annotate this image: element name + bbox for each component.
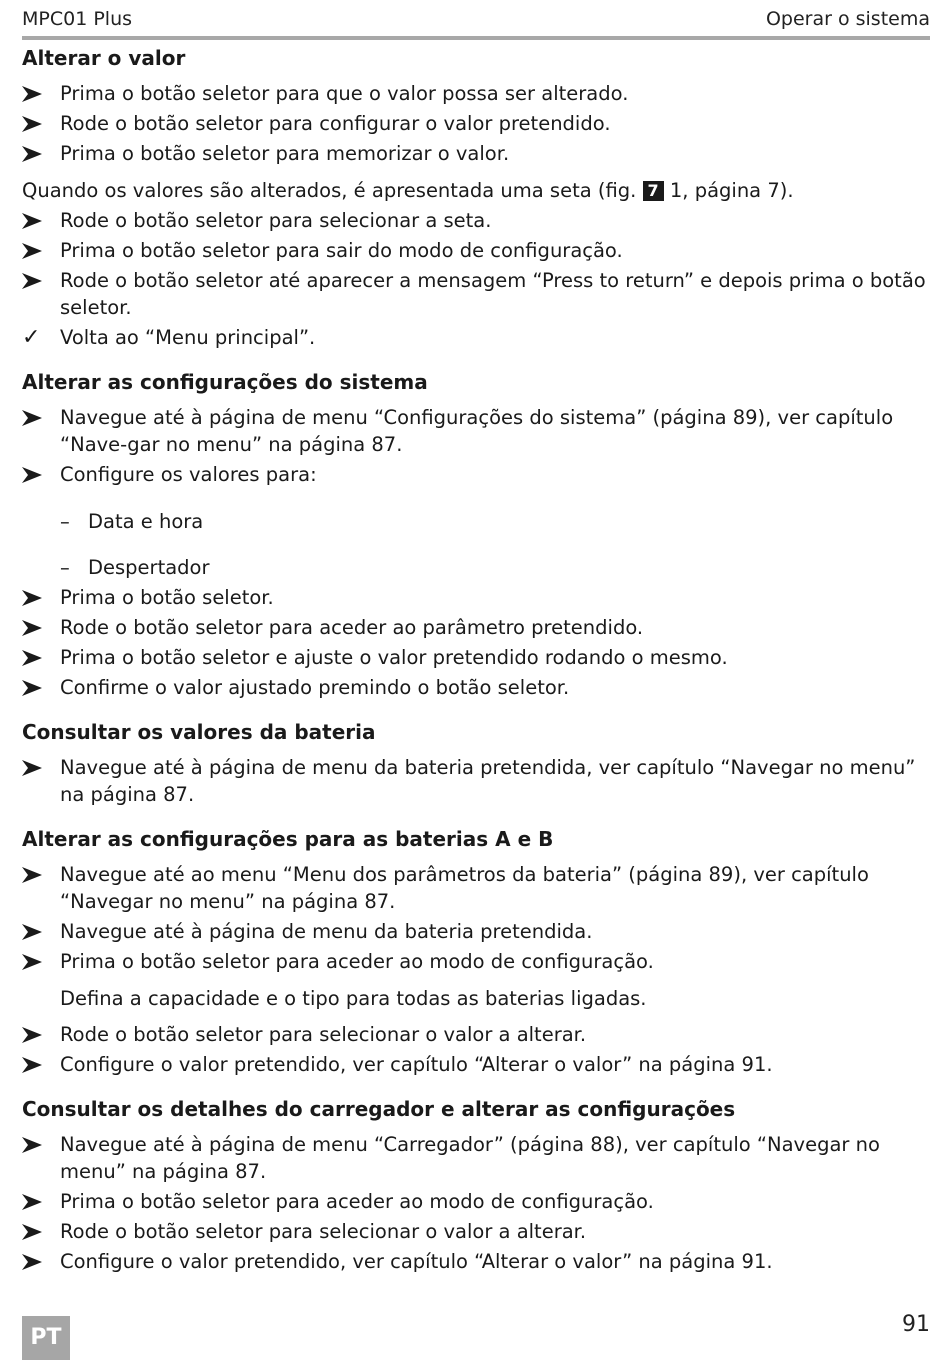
arrow-bullet-icon [22, 243, 42, 259]
arrow-bullet-icon [22, 867, 42, 883]
arrow-bullet-icon [22, 410, 42, 426]
list-item: Prima o botão seletor para aceder ao modo de configuração. [22, 948, 930, 975]
arrow-bullet-icon [22, 760, 42, 776]
arrow-bullet-icon [22, 1137, 42, 1153]
list-item: Prima o botão seletor. [22, 584, 930, 611]
list-item: Prima o botão seletor para memorizar o valor. [22, 140, 930, 167]
list-item: Configure o valor pretendido, ver capítulo “Alterar o valor” na página 91. [22, 1248, 930, 1275]
result-item: ✓ Volta ao “Menu principal”. [22, 325, 316, 350]
list-item: Prima o botão seletor para sair do modo de configuração. [22, 237, 930, 264]
section-title: Alterar o valor [22, 46, 186, 70]
arrow-bullet-icon [22, 467, 42, 483]
list-item: Rode o botão seletor para selecionar o valor a alterar. [22, 1021, 930, 1048]
header-product: MPC01 Plus [22, 8, 133, 30]
checkmark-icon: ✓ [22, 325, 41, 350]
header-chapter: Operar o sistema [765, 8, 930, 30]
section-title: Consultar os detalhes do carregador e alterar as configurações [22, 1097, 736, 1121]
list-item: Confirme o valor ajustado premindo o botão seletor. [22, 674, 930, 701]
arrow-bullet-icon [22, 1194, 42, 1210]
arrow-bullet-icon [22, 924, 42, 940]
list-item: Configure os valores para: [22, 461, 930, 488]
arrow-bullet-icon [22, 1254, 42, 1270]
list-item: Rode o botão seletor para selecionar a seta. [22, 207, 930, 234]
arrow-bullet-icon [22, 86, 42, 102]
arrow-bullet-icon [22, 620, 42, 636]
section-title: Alterar as configurações para as baterias A e B [22, 827, 554, 851]
figure-ref-badge: 7 [643, 181, 664, 201]
arrow-bullet-icon [22, 1027, 42, 1043]
arrow-bullet-icon [22, 273, 42, 289]
arrow-bullet-icon [22, 116, 42, 132]
list-item: Rode o botão seletor para aceder ao parâmetro pretendido. [22, 614, 930, 641]
page-number: 91 [902, 1312, 930, 1337]
list-item: Prima o botão seletor e ajuste o valor pretendido rodando o mesmo. [22, 644, 930, 671]
note-paragraph: Defina a capacidade e o tipo para todas as baterias ligadas. [60, 987, 647, 1010]
arrow-bullet-icon [22, 680, 42, 696]
arrow-bullet-icon [22, 954, 42, 970]
list-item: Navegue até ao menu “Menu dos parâmetros da bateria” (página 89), ver capítulo “Navegar no menu” na página 87. [22, 861, 930, 915]
sub-list-item: – Despertador [60, 556, 210, 579]
list-item: Rode o botão seletor até aparecer a mensagem “Press to return” e depois prima o botão seletor. [22, 267, 930, 321]
list-item: Configure o valor pretendido, ver capítulo “Alterar o valor” na página 91. [22, 1051, 930, 1078]
list-item: Rode o botão seletor para configurar o valor pretendido. [22, 110, 930, 137]
list-item: Rode o botão seletor para selecionar o valor a alterar. [22, 1218, 930, 1245]
arrow-bullet-icon [22, 590, 42, 606]
page-content [22, 44, 930, 1275]
arrow-bullet-icon [22, 213, 42, 229]
section-title: Consultar os valores da bateria [22, 720, 376, 744]
list-item: Navegue até à página de menu “Carregador” (página 88), ver capítulo “Navegar no menu” na página 87. [22, 1131, 930, 1185]
page-header [22, 8, 930, 34]
arrow-bullet-icon [22, 146, 42, 162]
arrow-bullet-icon [22, 1057, 42, 1073]
language-tab: PT [22, 1316, 70, 1360]
list-item: Navegue até à página de menu da bateria pretendida. [22, 918, 930, 945]
sub-list-item: – Data e hora [60, 509, 204, 533]
list-item: Navegue até à página de menu “Configurações do sistema” (página 89), ver capítulo “Nave-gar no menu” na página 87. [22, 404, 930, 458]
header-rule [22, 36, 930, 40]
list-item: Prima o botão seletor para aceder ao modo de configuração. [22, 1188, 930, 1215]
arrow-bullet-icon [22, 650, 42, 666]
arrow-bullet-icon [22, 1224, 42, 1240]
list-item: Prima o botão seletor para que o valor possa ser alterado. [22, 80, 930, 107]
section-title: Alterar as configurações do sistema [22, 370, 428, 394]
paragraph: Quando os valores são alterados, é apresentada uma seta (fig. 7 1, página 7). [22, 179, 794, 202]
list-item: Navegue até à página de menu da bateria pretendida, ver capítulo “Navegar no menu” na página 87. [22, 754, 930, 808]
